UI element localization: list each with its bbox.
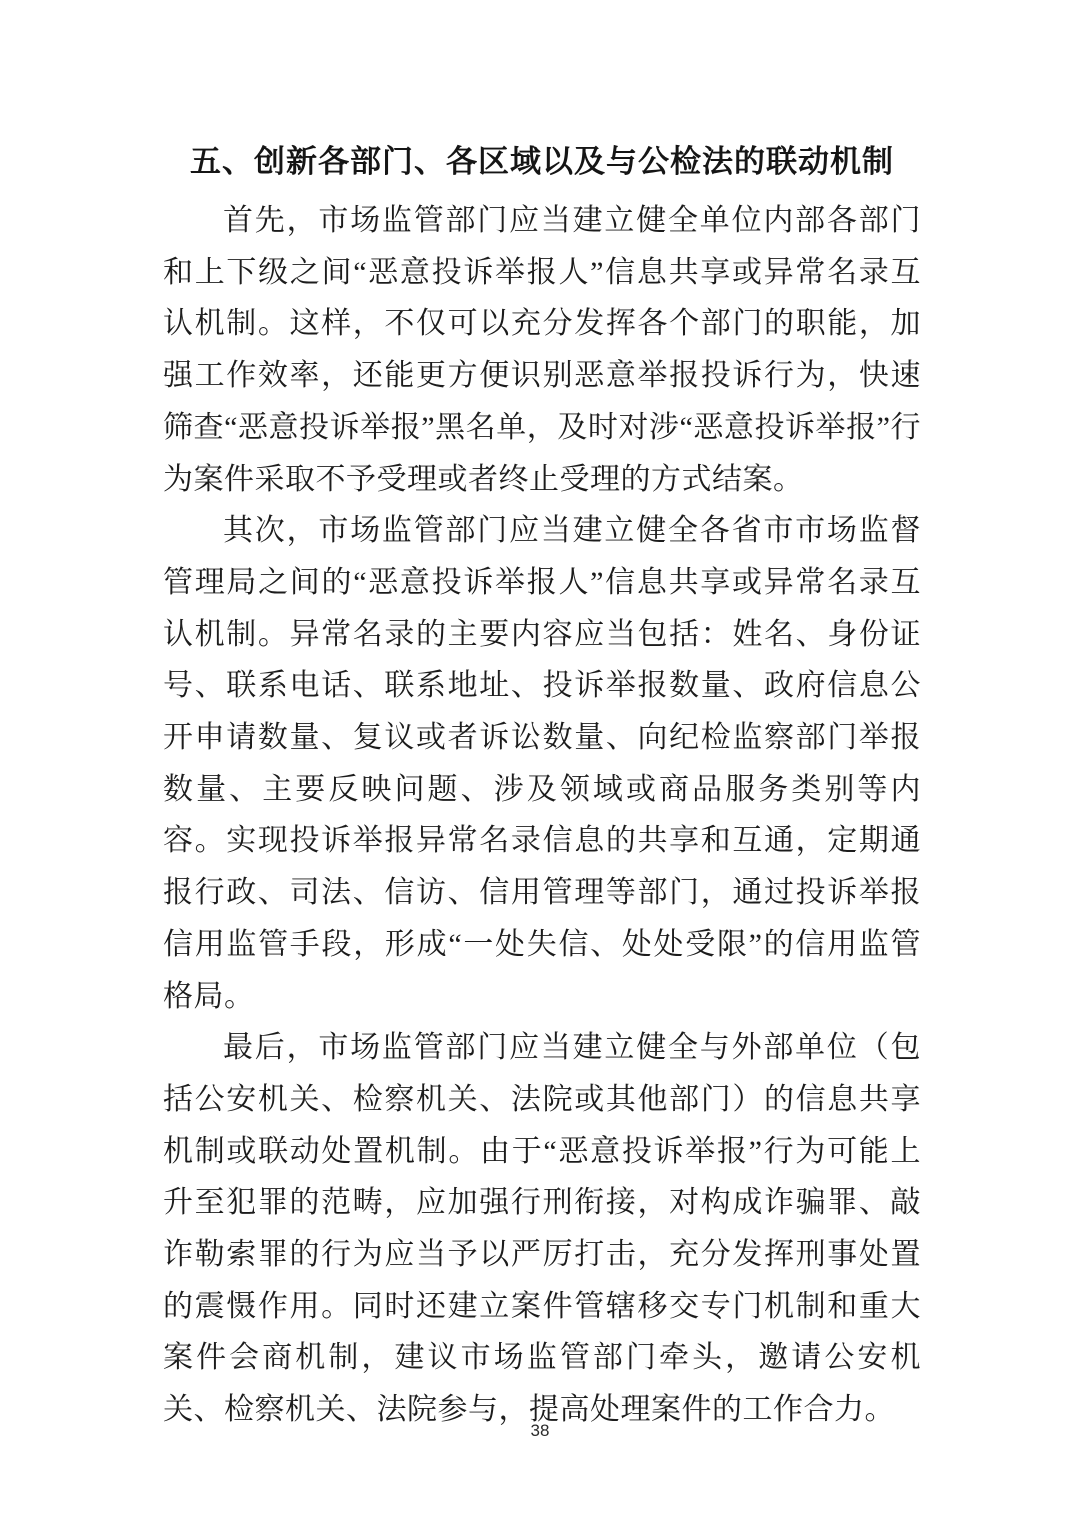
document-content — [163, 138, 921, 1436]
paragraph-2: 其次，市场监管部门应当建立健全各省市市场监督管理局之间的“恶意投诉举报人”信息共享或异常名录互认机制。异常名录的主要内容应当包括：姓名、身份证号、联系电话、联系地址、投诉举报数量、政府信息公开申请数量、复议或者诉讼数量、向纪检监察部门举报数量、主要反映问题、涉及领域或商品服务类别等内容。实现投诉举报异常名录信息的共享和互通，定期通报行政、司法、信访、信用管理等部门，通过投诉举报信用监管手段，形成“一处失信、处处受限”的信用监管格局。 — [163, 514, 921, 1013]
page-footer — [0, 1421, 1080, 1441]
paragraph-1: 首先，市场监管部门应当建立健全单位内部各部门和上下级之间“恶意投诉举报人”信息共享或异常名录互认机制。这样，不仅可以充分发挥各个部门的职能，加强工作效率，还能更方便识别恶意举报投诉行为，快速筛查“恶意投诉举报”黑名单，及时对涉“恶意投诉举报”行为案件采取不予受理或者终止受理的方式结案。 — [163, 204, 921, 496]
page-number: 38 — [530, 1421, 550, 1440]
section-heading: 五、创新各部门、各区域以及与公检法的联动机制 — [190, 144, 894, 179]
paragraph-3: 最后，市场监管部门应当建立健全与外部单位（包括公安机关、检察机关、法院或其他部门）的信息共享机制或联动处置机制。由于“恶意投诉举报”行为可能上升至犯罪的范畴，应加强行刑衔接，对构成诈骗罪、敲诈勒索罪的行为应当予以严厉打击，充分发挥刑事处置的震慑作用。同时还建立案件管辖移交专门机制和重大案件会商机制，建议市场监管部门牵头，邀请公安机关、检察机关、法院参与，提高处理案件的工作合力。 — [163, 1031, 921, 1427]
